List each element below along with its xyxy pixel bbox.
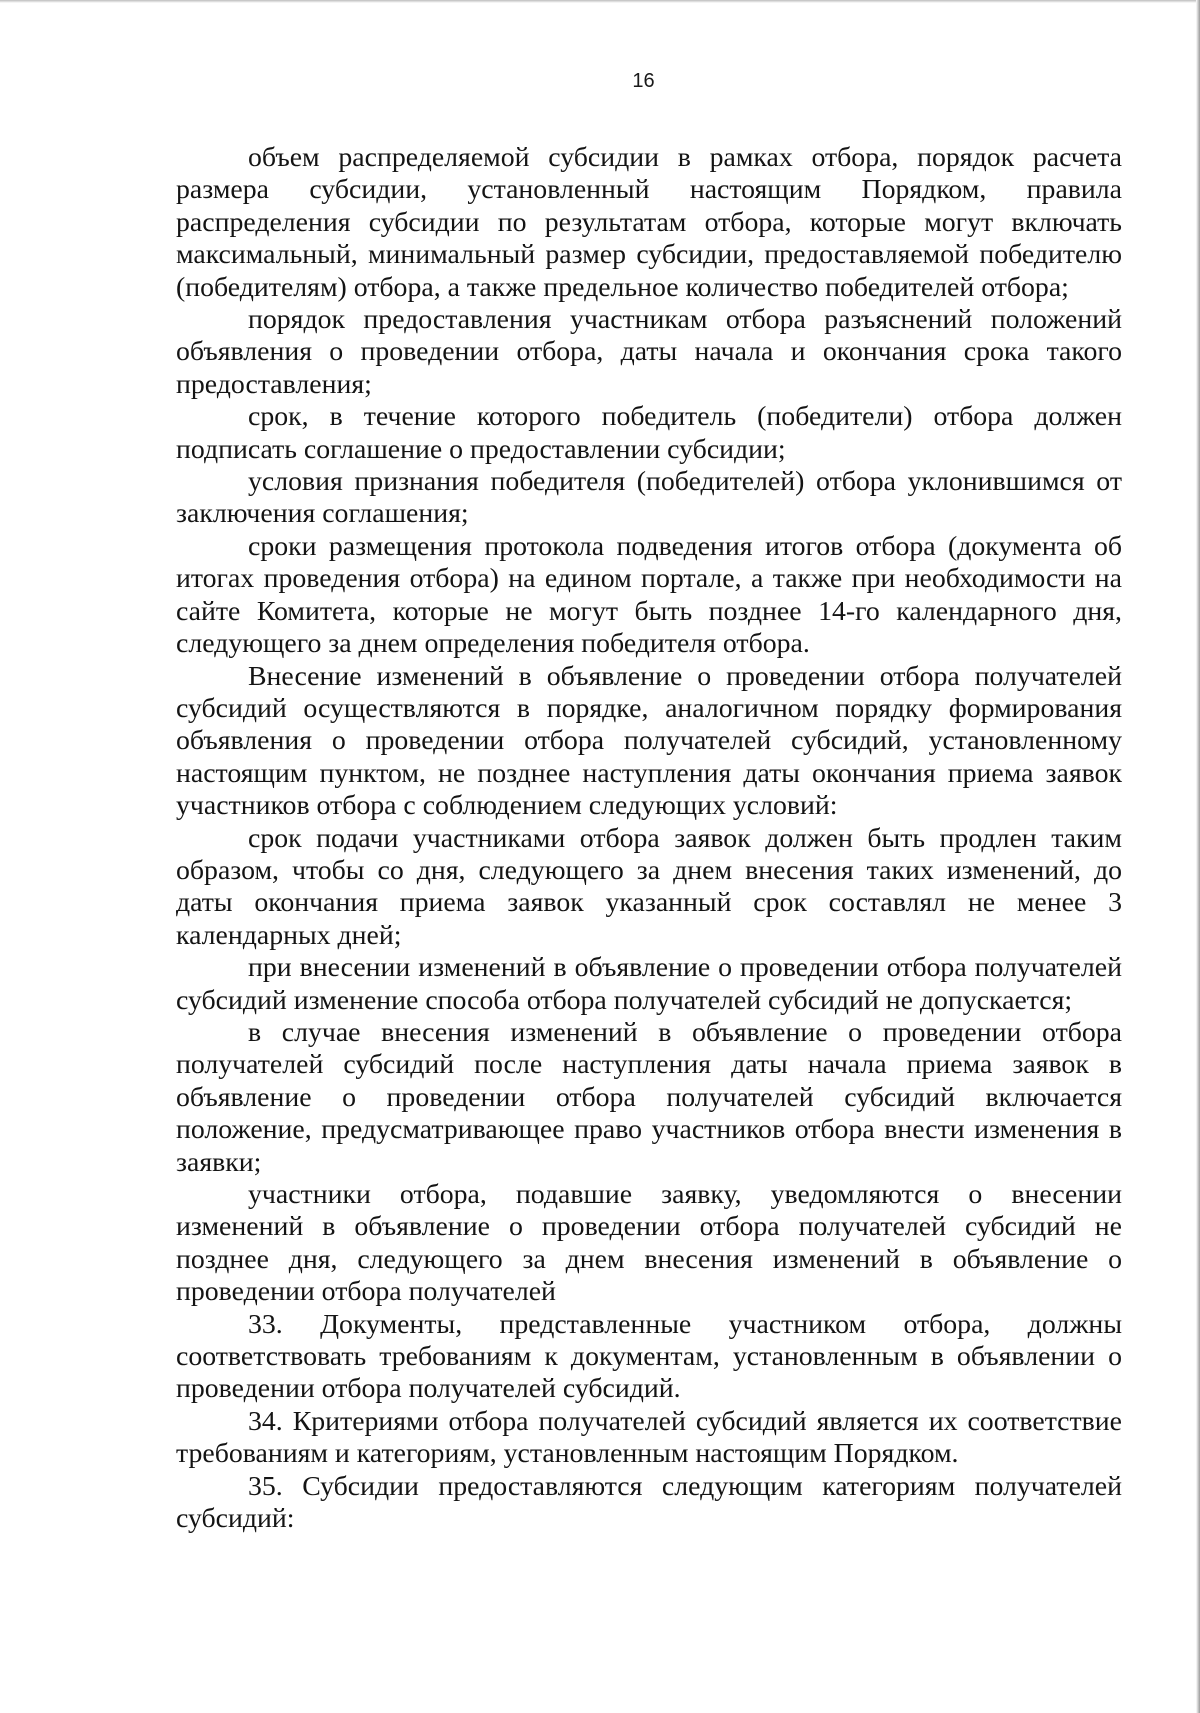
paragraph-deadline-extension: срок подачи участниками отбора заявок должен быть продлен таким образом, чтобы со дня, следующего за днем внесения таких изменений, до даты окончания приема заявок указанный срок составлял не менее 3 календарных дней; [176,822,1122,951]
scan-edge-right [1196,0,1200,1713]
paragraph-method-unchanged: при внесении изменений в объявление о проведении отбора получателей субсидий изменение способа отбора получателей субсидий не допускается; [176,952,1122,1016]
paragraph-item-33: 33. Документы, представленные участником отбора, должны соответствовать требованиям к документам, установленным в объявлении о проведении отбора получателей субсидий. [176,1308,1122,1405]
paragraph-subsidy-volume: объем распределяемой субсидии в рамках отбора, порядок расчета размера субсидии, установленный настоящим Порядком, правила распределения субсидии по результатам отбора, которые могут включать максимальный, минимальный размер субсидии, предоставляемой победителю (победителям) отбора, а также предельное количество победителей отбора; [176,142,1122,303]
paragraph-agreement-term: срок, в течение которого победитель (победители) отбора должен подписать соглашение о предоставлении субсидии; [176,401,1122,465]
scan-edge-top [0,0,1200,3]
paragraph-evasion-conditions: условия признания победителя (победителей) отбора уклонившимся от заключения соглашения; [176,466,1122,530]
page-number: 16 [632,70,655,92]
paragraph-clarifications: порядок предоставления участникам отбора разъяснений положений объявления о проведении отбора, даты начала и окончания срока такого предоставления; [176,304,1122,400]
paragraph-protocol-terms: сроки размещения протокола подведения итогов отбора (документа об итогах проведения отбора) на едином портале, а также при необходимости на сайте Комитета, которые не могут быть позднее 14-го календарного дня, следующего за днем определения победителя отбора. [176,530,1122,660]
paragraph-item-35: 35. Субсидии предоставляются следующим категориям получателей субсидий: [176,1470,1122,1535]
document-body [176,142,1122,1535]
paragraph-amendments: Внесение изменений в объявление о проведении отбора получателей субсидий осуществляются в порядке, аналогичном порядку формирования объявления о проведении отбора получателей субсидий, установленному настоящим пунктом, не позднее наступления даты окончания приема заявок участников отбора с соблюдением следующих условий: [176,660,1122,822]
paragraph-notification: участники отбора, подавшие заявку, уведомляются о внесении изменений в объявление о проведении отбора получателей субсидий не позднее дня, следующего за днем внесения изменений в объявление о проведении отбора получателей [176,1179,1122,1308]
paragraph-right-to-amend: в случае внесения изменений в объявление о проведении отбора получателей субсидий после наступления даты начала приема заявок в объявление о проведении отбора получателей субсидий включается положение, предусматривающее право участников отбора внести изменения в заявки; [176,1016,1122,1178]
paragraph-item-34: 34. Критериями отбора получателей субсидий является их соответствие требованиям и категориям, установленным настоящим Порядком. [176,1405,1122,1470]
